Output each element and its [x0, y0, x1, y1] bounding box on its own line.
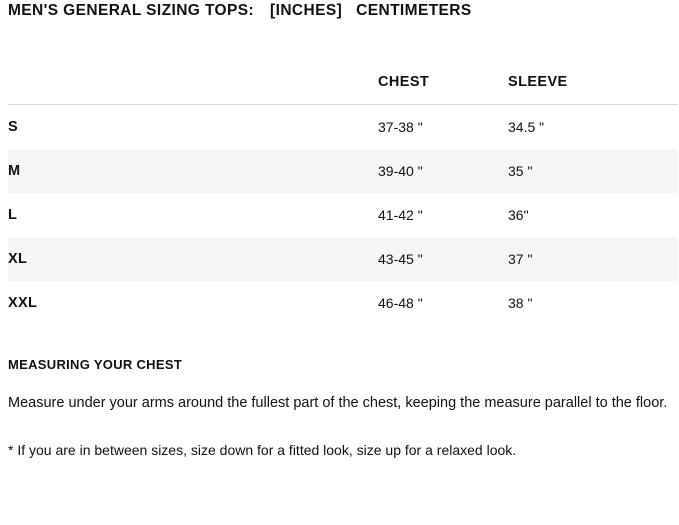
cell-sleeve: 37 " [508, 251, 533, 267]
table-row [8, 105, 678, 150]
table-header-row [8, 74, 678, 105]
column-header-chest: CHEST [378, 74, 430, 90]
cell-sleeve: 38 " [508, 295, 533, 311]
cell-size: M [8, 163, 21, 179]
cell-chest: 43-45 " [378, 251, 423, 267]
cell-size: XXL [8, 295, 38, 311]
cell-spacer [40, 193, 378, 237]
cell-chest: 41-42 " [378, 207, 423, 223]
cell-sleeve: 34.5 " [508, 119, 545, 135]
cell-chest: 37-38 " [378, 119, 423, 135]
column-header-size [8, 74, 40, 105]
cell-sleeve: 36" [508, 207, 529, 223]
cell-spacer [40, 281, 378, 325]
notes-body: Measure under your arms around the fullest part of the chest, keeping the measure parallel to the floor. [8, 395, 668, 411]
cell-size: XL [8, 251, 28, 267]
cell-spacer [40, 237, 378, 281]
table-body [8, 105, 678, 326]
cell-chest: 46-48 " [378, 295, 423, 311]
unit-toggle-group [270, 2, 472, 20]
size-chart-table [8, 74, 678, 325]
table-row [8, 149, 678, 193]
notes-footnote: * If you are in between sizes, size down for a fitted look, size up for a relaxed look. [8, 442, 517, 459]
table-row [8, 281, 678, 325]
page-title-row [8, 0, 671, 20]
table-row [8, 193, 678, 237]
cell-chest: 39-40 " [378, 163, 423, 179]
cell-size: L [8, 207, 18, 223]
cell-spacer [40, 105, 378, 150]
page-title: MEN'S GENERAL SIZING TOPS: [8, 2, 255, 19]
column-header-spacer [40, 74, 378, 105]
table-header [8, 74, 678, 105]
notes-heading: MEASURING YOUR CHEST [8, 357, 183, 372]
unit-tab-centimeters[interactable]: CENTIMETERS [356, 2, 472, 19]
table-row [8, 237, 678, 281]
column-header-sleeve: SLEEVE [508, 74, 568, 90]
cell-spacer [40, 149, 378, 193]
cell-size: S [8, 119, 18, 135]
measuring-notes [8, 357, 671, 461]
unit-tab-inches[interactable]: [INCHES] [270, 2, 343, 19]
cell-sleeve: 35 " [508, 163, 533, 179]
